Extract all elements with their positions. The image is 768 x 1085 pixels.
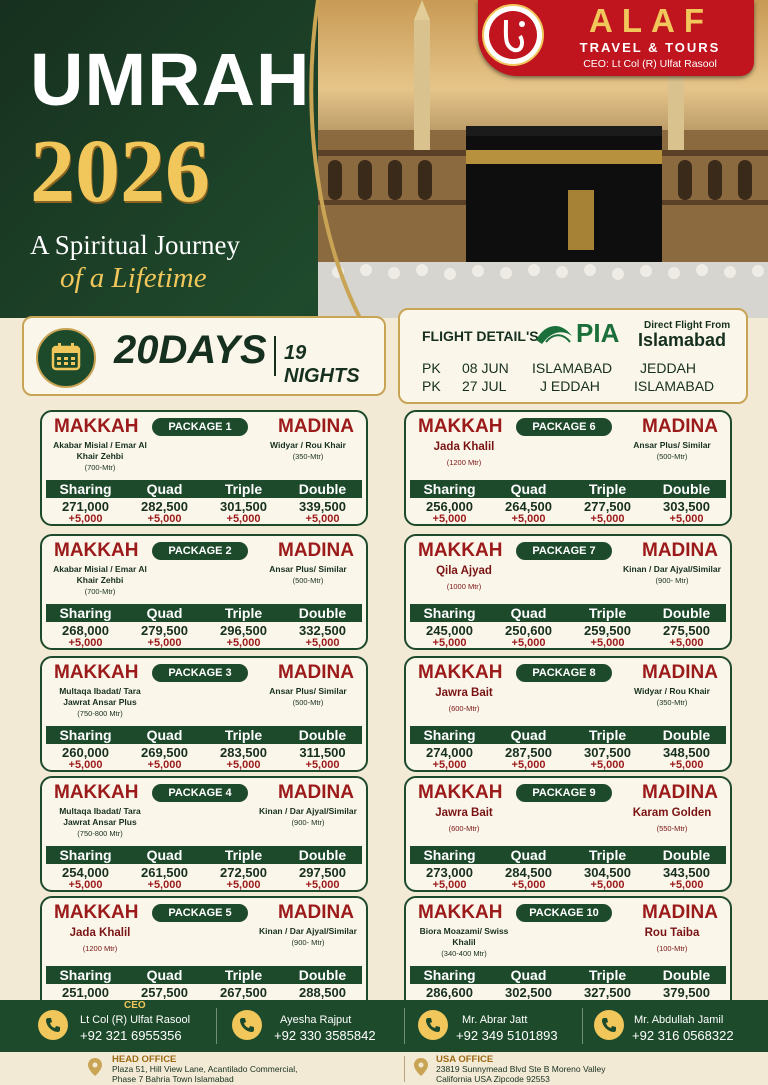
flight-leg-code: PK xyxy=(422,378,441,394)
price-value: 277,500 xyxy=(584,499,631,514)
madina-hotel xyxy=(620,440,724,462)
price-value: 267,500 xyxy=(220,985,267,1000)
contact-label: CEO xyxy=(124,1000,146,1011)
extra-value: +5,000 xyxy=(511,637,546,649)
makkah-distance: (750-800 Mtr) xyxy=(77,829,123,838)
extra-value: +5,000 xyxy=(432,513,467,525)
price-column-header: Quad xyxy=(510,847,547,863)
madina-label: MADINA xyxy=(642,902,718,923)
package-card xyxy=(404,534,732,650)
package-badge: PACKAGE 6 xyxy=(516,418,612,436)
makkah-hotel-name: Akabar Misial / Emar Al Khair Zehbi xyxy=(53,440,147,461)
package-badge: PACKAGE 9 xyxy=(516,784,612,802)
extra-value: +5,000 xyxy=(305,879,340,891)
price-value: 260,000 xyxy=(62,745,109,760)
makkah-label: MAKKAH xyxy=(418,902,503,923)
makkah-hotel-name: Jawra Bait xyxy=(435,687,493,699)
extra-value: +5,000 xyxy=(226,513,261,525)
makkah-distance: (1000 Mtr) xyxy=(446,582,482,591)
flight-leg-date: 27 JUL xyxy=(462,378,507,394)
extra-value: +5,000 xyxy=(590,879,625,891)
price-header-row xyxy=(46,846,362,864)
price-value: 245,000 xyxy=(426,623,473,638)
makkah-label: MAKKAH xyxy=(54,416,139,437)
flight-title: FLIGHT DETAIL'S xyxy=(422,328,539,344)
price-column-header: Sharing xyxy=(59,481,112,497)
price-header-row xyxy=(46,966,362,984)
price-value: 275,500 xyxy=(663,623,710,638)
makkah-distance: (700-Mtr) xyxy=(84,587,116,596)
flight-details-box xyxy=(398,308,748,404)
price-header-row xyxy=(46,726,362,744)
price-value: 286,600 xyxy=(426,985,473,1000)
package-card xyxy=(40,410,368,526)
contact-divider xyxy=(582,1008,583,1044)
package-badge: PACKAGE 8 xyxy=(516,664,612,682)
flight-direct-city: Islamabad xyxy=(638,330,727,350)
madina-hotel xyxy=(620,686,724,708)
price-value: 297,500 xyxy=(299,865,346,880)
makkah-distance: (600-Mtr) xyxy=(448,824,480,833)
brand-subtitle: TRAVEL & TOURS xyxy=(579,40,721,55)
price-value: 379,500 xyxy=(663,985,710,1000)
package-badge: PACKAGE 10 xyxy=(516,904,612,922)
hero-year: 2026 xyxy=(30,122,210,221)
madina-distance: (900- Mtr) xyxy=(291,818,325,827)
madina-distance: (900- Mtr) xyxy=(655,576,689,585)
price-value: 296,500 xyxy=(220,623,267,638)
package-badge: PACKAGE 2 xyxy=(152,542,248,560)
price-value: 307,500 xyxy=(584,745,631,760)
price-value: 339,500 xyxy=(299,499,346,514)
contact-name: Mr. Abdullah Jamil xyxy=(634,1014,724,1026)
makkah-distance: (700-Mtr) xyxy=(84,463,116,472)
makkah-hotel xyxy=(48,440,152,473)
flight-leg xyxy=(422,378,742,396)
extra-value: +5,000 xyxy=(669,637,704,649)
price-column-header: Double xyxy=(662,481,711,497)
price-column-header: Sharing xyxy=(59,605,112,621)
price-header-row xyxy=(410,726,726,744)
price-column-header: Triple xyxy=(224,967,263,983)
contact-phone: +92 330 3585842 xyxy=(274,1028,376,1043)
makkah-hotel-name: Multaqa Ibadat/ Tara Jawrat Ansar Plus xyxy=(59,686,141,707)
phone-icon xyxy=(418,1010,448,1040)
price-value: 264,500 xyxy=(505,499,552,514)
price-column-header: Double xyxy=(662,727,711,743)
brand-ceo: CEO: Lt Col (R) Ulfat Rasool xyxy=(583,58,717,70)
madina-hotel xyxy=(620,564,724,586)
flight-leg-to: ISLAMABAD xyxy=(634,378,715,394)
duration-divider xyxy=(274,336,276,376)
price-header-row xyxy=(410,480,726,498)
calendar-icon xyxy=(36,328,96,388)
makkah-hotel xyxy=(412,440,516,470)
extra-value: +5,000 xyxy=(226,637,261,649)
office-title: HEAD OFFICE xyxy=(112,1054,177,1065)
extra-value: +5,000 xyxy=(511,513,546,525)
contact-item[interactable] xyxy=(38,1000,198,1052)
madina-label: MADINA xyxy=(278,902,354,923)
price-column-header: Sharing xyxy=(59,847,112,863)
madina-label: MADINA xyxy=(642,662,718,683)
hero-tagline-2: of a Lifetime xyxy=(60,262,207,294)
price-column-header: Sharing xyxy=(59,967,112,983)
madina-hotel-name: Ansar Plus/ Similar xyxy=(269,564,347,574)
extra-value: +5,000 xyxy=(68,879,103,891)
price-header-row xyxy=(410,604,726,622)
price-value: 259,500 xyxy=(584,623,631,638)
makkah-label: MAKKAH xyxy=(418,540,503,561)
extra-value: +5,000 xyxy=(432,759,467,771)
makkah-hotel-name: Qila Ajyad xyxy=(436,565,492,577)
madina-hotel-name: Widyar / Rou Khair xyxy=(270,440,346,450)
price-column-header: Double xyxy=(298,481,347,497)
price-value: 261,500 xyxy=(141,865,188,880)
price-column-header: Double xyxy=(662,967,711,983)
madina-label: MADINA xyxy=(642,540,718,561)
hero-title: UMRAH xyxy=(30,38,311,121)
madina-hotel xyxy=(620,806,724,836)
price-column-header: Triple xyxy=(224,605,263,621)
makkah-distance: (1200 Mtr) xyxy=(446,458,482,467)
extra-row xyxy=(410,637,726,651)
package-card xyxy=(404,656,732,772)
package-badge: PACKAGE 3 xyxy=(152,664,248,682)
extra-value: +5,000 xyxy=(590,759,625,771)
office-divider xyxy=(404,1056,405,1082)
madina-hotel xyxy=(256,926,360,948)
package-badge: PACKAGE 4 xyxy=(152,784,248,802)
extra-row xyxy=(46,637,362,651)
madina-label: MADINA xyxy=(642,782,718,803)
price-column-header: Double xyxy=(298,847,347,863)
contact-item[interactable] xyxy=(418,1000,578,1052)
flight-leg-from: ISLAMABAD xyxy=(532,360,613,376)
price-value: 256,000 xyxy=(426,499,473,514)
price-value: 273,000 xyxy=(426,865,473,880)
extra-value: +5,000 xyxy=(511,759,546,771)
extra-row xyxy=(46,513,362,527)
price-column-header: Quad xyxy=(510,967,547,983)
extra-row xyxy=(410,759,726,773)
extra-value: +5,000 xyxy=(226,759,261,771)
duration-days: 20DAYS xyxy=(114,328,267,372)
price-value: 288,500 xyxy=(299,985,346,1000)
madina-distance: (900- Mtr) xyxy=(291,938,325,947)
location-pin-icon xyxy=(414,1058,428,1076)
price-header-row xyxy=(46,480,362,498)
price-value: 284,500 xyxy=(505,865,552,880)
makkah-hotel-name: Jada Khalil xyxy=(433,441,495,453)
price-value: 271,000 xyxy=(62,499,109,514)
office-line: California USA Zipcode 92553 xyxy=(436,1074,550,1084)
duration-box xyxy=(22,316,386,396)
package-card xyxy=(40,776,368,892)
madina-distance: (500-Mtr) xyxy=(292,698,324,707)
price-value: 272,500 xyxy=(220,865,267,880)
contact-divider xyxy=(404,1008,405,1044)
madina-hotel-name: Kinan / Dar Ajyal/Similar xyxy=(623,564,721,574)
phone-icon xyxy=(38,1010,68,1040)
makkah-hotel xyxy=(412,926,516,959)
madina-label: MADINA xyxy=(278,540,354,561)
brand-banner xyxy=(478,0,754,76)
makkah-label: MAKKAH xyxy=(418,782,503,803)
flight-leg xyxy=(422,360,742,378)
madina-distance: (550-Mtr) xyxy=(656,824,688,833)
madina-hotel-name: Rou Taiba xyxy=(644,927,700,939)
extra-value: +5,000 xyxy=(669,513,704,525)
contact-item[interactable] xyxy=(232,1000,392,1052)
contact-phone: +92 321 6955356 xyxy=(80,1028,182,1043)
price-column-header: Triple xyxy=(224,481,263,497)
contact-bar xyxy=(0,1000,768,1052)
extra-row xyxy=(46,759,362,773)
madina-hotel-name: Ansar Plus/ Similar xyxy=(633,440,711,450)
price-column-header: Double xyxy=(298,967,347,983)
contact-phone: +92 349 5101893 xyxy=(456,1028,558,1043)
extra-value: +5,000 xyxy=(147,513,182,525)
madina-label: MADINA xyxy=(642,416,718,437)
makkah-hotel-name: Multaqa Ibadat/ Tara Jawrat Ansar Plus xyxy=(59,806,141,827)
extra-value: +5,000 xyxy=(68,759,103,771)
extra-value: +5,000 xyxy=(432,637,467,649)
office-line: 23819 Sunnymead Blvd Ste B Moreno Valley xyxy=(436,1064,606,1074)
phone-icon xyxy=(232,1010,262,1040)
package-card xyxy=(40,656,368,772)
makkah-hotel xyxy=(48,564,152,597)
extra-value: +5,000 xyxy=(669,759,704,771)
package-badge: PACKAGE 7 xyxy=(516,542,612,560)
price-header-row xyxy=(410,966,726,984)
price-value: 250,600 xyxy=(505,623,552,638)
price-column-header: Triple xyxy=(224,847,263,863)
price-value: 269,500 xyxy=(141,745,188,760)
price-value: 311,500 xyxy=(299,745,346,760)
makkah-hotel xyxy=(412,564,516,594)
makkah-distance: (600-Mtr) xyxy=(448,704,480,713)
extra-value: +5,000 xyxy=(305,637,340,649)
makkah-label: MAKKAH xyxy=(54,662,139,683)
makkah-hotel xyxy=(412,686,516,716)
phone-icon xyxy=(594,1010,624,1040)
flight-leg-date: 08 JUN xyxy=(462,360,509,376)
flight-airline: PIA xyxy=(576,318,620,348)
price-column-header: Triple xyxy=(588,847,627,863)
price-header-row xyxy=(46,604,362,622)
contact-name: Lt Col (R) Ulfat Rasool xyxy=(80,1014,191,1026)
madina-distance: (500-Mtr) xyxy=(292,576,324,585)
makkah-hotel-name: Jada Khalil xyxy=(69,927,131,939)
price-header-row xyxy=(410,846,726,864)
madina-label: MADINA xyxy=(278,662,354,683)
price-column-header: Sharing xyxy=(59,727,112,743)
extra-value: +5,000 xyxy=(147,637,182,649)
madina-hotel-name: Karam Golden xyxy=(632,807,712,819)
makkah-distance: (750-800 Mtr) xyxy=(77,709,123,718)
price-column-header: Sharing xyxy=(423,605,476,621)
package-badge: PACKAGE 5 xyxy=(152,904,248,922)
price-column-header: Quad xyxy=(510,481,547,497)
price-value: 301,500 xyxy=(220,499,267,514)
office-title: USA OFFICE xyxy=(436,1054,494,1065)
price-column-header: Quad xyxy=(146,481,183,497)
price-value: 287,500 xyxy=(505,745,552,760)
price-column-header: Quad xyxy=(146,727,183,743)
location-pin-icon xyxy=(88,1058,102,1076)
makkah-hotel-name: Jawra Bait xyxy=(435,807,493,819)
flight-leg-code: PK xyxy=(422,360,441,376)
contact-item[interactable] xyxy=(594,1000,764,1052)
madina-hotel xyxy=(256,440,360,462)
price-value: 268,000 xyxy=(62,623,109,638)
extra-value: +5,000 xyxy=(305,759,340,771)
package-card xyxy=(404,410,732,526)
flight-direct-label: Direct Flight From xyxy=(644,320,731,331)
madina-label: MADINA xyxy=(278,416,354,437)
makkah-distance: (340-400 Mtr) xyxy=(441,949,487,958)
extra-value: +5,000 xyxy=(432,879,467,891)
madina-label: MADINA xyxy=(278,782,354,803)
price-column-header: Sharing xyxy=(423,481,476,497)
madina-distance: (350-Mtr) xyxy=(292,452,324,461)
madina-hotel-name: Kinan / Dar Ajyal/Similar xyxy=(259,926,357,936)
madina-distance: (350-Mtr) xyxy=(656,698,688,707)
makkah-hotel xyxy=(48,926,152,956)
extra-value: +5,000 xyxy=(147,759,182,771)
price-value: 327,500 xyxy=(584,985,631,1000)
makkah-hotel xyxy=(48,686,152,719)
makkah-label: MAKKAH xyxy=(418,662,503,683)
price-value: 257,500 xyxy=(141,985,188,1000)
price-column-header: Sharing xyxy=(423,847,476,863)
contact-phone: +92 316 0568322 xyxy=(632,1028,734,1043)
madina-hotel xyxy=(256,686,360,708)
package-card xyxy=(404,896,732,1012)
extra-value: +5,000 xyxy=(305,513,340,525)
extra-value: +5,000 xyxy=(669,879,704,891)
price-column-header: Triple xyxy=(588,481,627,497)
contact-name: Ayesha Rajput xyxy=(280,1014,352,1026)
makkah-hotel-name: Akabar Misial / Emar Al Khair Zehbi xyxy=(53,564,147,585)
madina-hotel-name: Ansar Plus/ Similar xyxy=(269,686,347,696)
madina-distance: (500-Mtr) xyxy=(656,452,688,461)
price-value: 343,500 xyxy=(663,865,710,880)
package-card xyxy=(40,534,368,650)
price-column-header: Quad xyxy=(146,847,183,863)
makkah-hotel xyxy=(48,806,152,839)
extra-value: +5,000 xyxy=(590,513,625,525)
price-value: 304,500 xyxy=(584,865,631,880)
price-column-header: Double xyxy=(298,727,347,743)
price-column-header: Double xyxy=(662,847,711,863)
extra-value: +5,000 xyxy=(68,513,103,525)
package-card xyxy=(404,776,732,892)
extra-value: +5,000 xyxy=(226,879,261,891)
extra-value: +5,000 xyxy=(68,637,103,649)
package-card xyxy=(40,896,368,1012)
price-column-header: Triple xyxy=(588,727,627,743)
brand-name: ALAF xyxy=(589,2,713,39)
price-column-header: Quad xyxy=(146,605,183,621)
price-column-header: Sharing xyxy=(423,727,476,743)
makkah-label: MAKKAH xyxy=(418,416,503,437)
alaf-calligraphy-logo-icon xyxy=(482,4,544,66)
package-badge: PACKAGE 1 xyxy=(152,418,248,436)
price-value: 302,500 xyxy=(505,985,552,1000)
flight-leg-from: J EDDAH xyxy=(540,378,600,394)
price-value: 303,500 xyxy=(663,499,710,514)
madina-hotel-name: Kinan / Dar Ajyal/Similar xyxy=(259,806,357,816)
extra-row xyxy=(46,879,362,893)
flight-leg-to: JEDDAH xyxy=(640,360,697,376)
madina-hotel xyxy=(620,926,724,956)
price-value: 279,500 xyxy=(141,623,188,638)
extra-value: +5,000 xyxy=(511,879,546,891)
price-column-header: Double xyxy=(662,605,711,621)
makkah-hotel xyxy=(412,806,516,836)
makkah-label: MAKKAH xyxy=(54,782,139,803)
makkah-label: MAKKAH xyxy=(54,902,139,923)
hero-tagline-1: A Spiritual Journey xyxy=(30,230,240,260)
price-column-header: Triple xyxy=(224,727,263,743)
madina-hotel-name: Widyar / Rou Khair xyxy=(634,686,710,696)
office-line: Phase 7 Bahria Town Islamabad xyxy=(112,1074,234,1084)
price-value: 348,500 xyxy=(663,745,710,760)
price-column-header: Quad xyxy=(146,967,183,983)
makkah-distance: (1200 Mtr) xyxy=(82,944,118,953)
madina-distance: (100-Mtr) xyxy=(656,944,688,953)
price-value: 282,500 xyxy=(141,499,188,514)
madina-hotel xyxy=(256,564,360,586)
extra-value: +5,000 xyxy=(590,637,625,649)
office-addresses xyxy=(0,1052,768,1085)
duration-nights: 19 NIGHTS xyxy=(284,342,360,387)
office-line: Plaza 51, Hill View Lane, Acantilado Commercial, xyxy=(112,1064,298,1074)
price-column-header: Quad xyxy=(510,727,547,743)
price-value: 254,000 xyxy=(62,865,109,880)
price-column-header: Sharing xyxy=(423,967,476,983)
price-column-header: Triple xyxy=(588,967,627,983)
extra-row xyxy=(410,513,726,527)
contact-name: Mr. Abrar Jatt xyxy=(462,1014,528,1026)
price-value: 283,500 xyxy=(220,745,267,760)
price-value: 251,000 xyxy=(62,985,109,1000)
makkah-hotel-name: Biora Moazami/ Swiss Khalil xyxy=(419,926,509,947)
madina-hotel xyxy=(256,806,360,828)
price-column-header: Double xyxy=(298,605,347,621)
makkah-label: MAKKAH xyxy=(54,540,139,561)
contact-divider xyxy=(216,1008,217,1044)
price-value: 332,500 xyxy=(299,623,346,638)
price-column-header: Quad xyxy=(510,605,547,621)
extra-value: +5,000 xyxy=(147,879,182,891)
price-value: 274,000 xyxy=(426,745,473,760)
extra-row xyxy=(410,879,726,893)
price-column-header: Triple xyxy=(588,605,627,621)
